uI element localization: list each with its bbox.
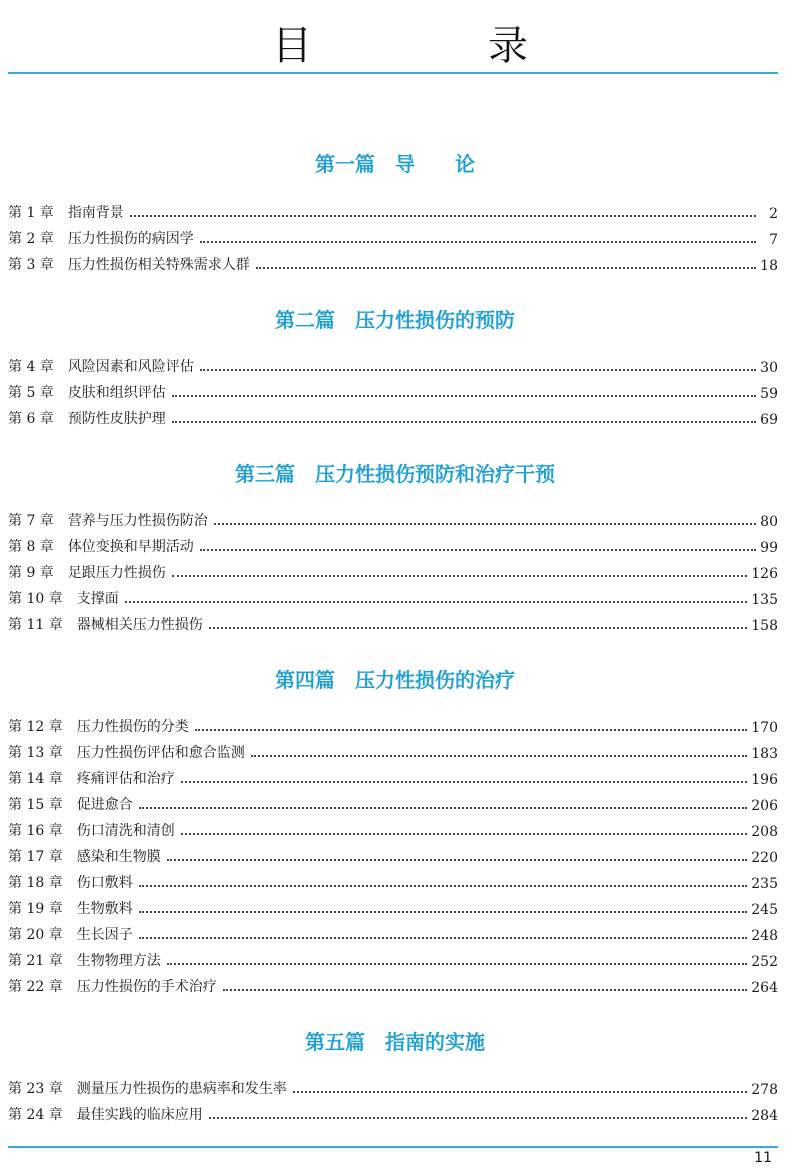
chapter-entry[interactable] xyxy=(8,558,778,582)
chapter-title: 疼痛评估和治疗 xyxy=(76,771,175,787)
dot-leader xyxy=(209,627,748,629)
dot-leader xyxy=(223,989,748,991)
dot-leader xyxy=(167,963,748,965)
chapter-number: 第 9 章 xyxy=(8,565,54,581)
dot-leader xyxy=(200,241,756,243)
chapter-title: 压力性损伤相关特殊需求人群 xyxy=(67,257,250,273)
chapter-number: 第 10 章 xyxy=(8,591,63,607)
chapter-title: 预防性皮肤护理 xyxy=(67,411,166,427)
chapter-number: 第 22 章 xyxy=(8,979,63,995)
chapter-entry[interactable] xyxy=(8,506,778,530)
dot-leader xyxy=(172,575,747,577)
chapter-title: 压力性损伤评估和愈合监测 xyxy=(76,745,245,761)
dot-leader xyxy=(200,549,756,551)
chapter-page-number: 18 xyxy=(760,258,778,274)
part-title: 第五篇 指南的实施 xyxy=(305,1030,485,1054)
chapter-title: 皮肤和组织评估 xyxy=(67,385,166,401)
chapter-title: 支撑面 xyxy=(76,591,119,607)
chapter-entry[interactable] xyxy=(8,738,778,762)
chapter-number: 第 2 章 xyxy=(8,231,54,247)
chapter-number: 第 15 章 xyxy=(8,797,63,813)
chapter-entry[interactable] xyxy=(8,1100,778,1124)
chapter-page-number: 69 xyxy=(760,412,778,428)
chapter-entry[interactable] xyxy=(8,894,778,918)
chapter-entry[interactable] xyxy=(8,1074,778,1098)
chapter-title: 生长因子 xyxy=(76,927,133,943)
chapter-number: 第 20 章 xyxy=(8,927,63,943)
chapter-entry[interactable] xyxy=(8,816,778,840)
chapter-page-number: 196 xyxy=(751,772,778,788)
chapter-entry[interactable] xyxy=(8,920,778,944)
chapter-number: 第 1 章 xyxy=(8,205,54,221)
chapter-page-number: 248 xyxy=(751,928,778,944)
dot-leader xyxy=(139,885,748,887)
chapter-entry[interactable] xyxy=(8,198,778,222)
chapter-number: 第 24 章 xyxy=(8,1107,63,1123)
chapter-page-number: 235 xyxy=(751,876,778,892)
page-number: 11 xyxy=(754,1150,772,1166)
chapter-page-number: 183 xyxy=(751,746,778,762)
chapter-number: 第 3 章 xyxy=(8,257,54,273)
chapter-title: 营养与压力性损伤防治 xyxy=(67,513,208,529)
chapter-number: 第 5 章 xyxy=(8,385,54,401)
chapter-page-number: 80 xyxy=(760,514,778,530)
dot-leader xyxy=(200,369,756,371)
page-title: 目 录 xyxy=(272,23,596,69)
chapter-page-number: 170 xyxy=(751,720,778,736)
chapter-number: 第 21 章 xyxy=(8,953,63,969)
part-title: 第二篇 压力性损伤的预防 xyxy=(275,308,515,332)
dot-leader xyxy=(172,395,756,397)
chapter-title: 感染和生物膜 xyxy=(76,849,161,865)
dot-leader xyxy=(293,1091,748,1093)
chapter-entry[interactable] xyxy=(8,868,778,892)
chapter-title: 促进愈合 xyxy=(76,797,133,813)
chapter-title: 伤口敷料 xyxy=(76,875,133,891)
chapter-page-number: 59 xyxy=(760,386,778,402)
chapter-number: 第 6 章 xyxy=(8,411,54,427)
chapter-entry[interactable] xyxy=(8,250,778,274)
dot-leader xyxy=(139,807,748,809)
chapter-title: 压力性损伤的手术治疗 xyxy=(76,979,217,995)
part-title: 第四篇 压力性损伤的治疗 xyxy=(275,668,515,692)
chapter-title: 生物物理方法 xyxy=(76,953,161,969)
chapter-number: 第 18 章 xyxy=(8,875,63,891)
dot-leader xyxy=(139,911,748,913)
chapter-title: 测量压力性损伤的患病率和发生率 xyxy=(76,1081,287,1097)
chapter-page-number: 245 xyxy=(751,902,778,918)
dot-leader xyxy=(195,729,748,731)
chapter-entry[interactable] xyxy=(8,352,778,376)
chapter-number: 第 12 章 xyxy=(8,719,63,735)
dot-leader xyxy=(251,755,748,757)
chapter-entry[interactable] xyxy=(8,972,778,996)
dot-leader xyxy=(130,215,756,217)
chapter-number: 第 16 章 xyxy=(8,823,63,839)
chapter-page-number: 135 xyxy=(751,592,778,608)
dot-leader xyxy=(167,859,748,861)
chapter-number: 第 14 章 xyxy=(8,771,63,787)
chapter-title: 压力性损伤的病因学 xyxy=(67,231,194,247)
chapter-entry[interactable] xyxy=(8,404,778,428)
chapter-entry[interactable] xyxy=(8,764,778,788)
dot-leader xyxy=(256,267,756,269)
chapter-page-number: 7 xyxy=(769,232,778,248)
dot-leader xyxy=(181,781,748,783)
chapter-entry[interactable] xyxy=(8,946,778,970)
part-title: 第三篇 压力性损伤预防和治疗干预 xyxy=(235,462,555,486)
dot-leader xyxy=(139,937,748,939)
header-divider xyxy=(8,72,778,74)
dot-leader xyxy=(172,421,756,423)
chapter-entry[interactable] xyxy=(8,532,778,556)
chapter-entry[interactable] xyxy=(8,842,778,866)
chapter-title: 最佳实践的临床应用 xyxy=(76,1107,203,1123)
chapter-number: 第 23 章 xyxy=(8,1081,63,1097)
chapter-title: 伤口清洗和清创 xyxy=(76,823,175,839)
dot-leader xyxy=(181,833,748,835)
chapter-page-number: 278 xyxy=(751,1082,778,1098)
chapter-entry[interactable] xyxy=(8,712,778,736)
chapter-number: 第 17 章 xyxy=(8,849,63,865)
chapter-number: 第 13 章 xyxy=(8,745,63,761)
chapter-number: 第 11 章 xyxy=(8,617,63,633)
chapter-title: 足跟压力性损伤 xyxy=(67,565,166,581)
chapter-title: 风险因素和风险评估 xyxy=(67,359,194,375)
chapter-page-number: 30 xyxy=(760,360,778,376)
dot-leader xyxy=(125,601,748,603)
chapter-title: 体位变换和早期活动 xyxy=(67,539,194,555)
chapter-entry[interactable] xyxy=(8,584,778,608)
dot-leader xyxy=(214,523,756,525)
part-title: 第一篇 导 论 xyxy=(315,152,475,176)
chapter-page-number: 220 xyxy=(751,850,778,866)
footer-divider xyxy=(8,1146,778,1148)
chapter-entry[interactable] xyxy=(8,224,778,248)
chapter-entry[interactable] xyxy=(8,610,778,634)
chapter-title: 压力性损伤的分类 xyxy=(76,719,189,735)
chapter-title: 生物敷料 xyxy=(76,901,133,917)
chapter-entry[interactable] xyxy=(8,790,778,814)
chapter-title: 指南背景 xyxy=(67,205,124,221)
chapter-page-number: 206 xyxy=(751,798,778,814)
chapter-page-number: 252 xyxy=(751,954,778,970)
chapter-title: 器械相关压力性损伤 xyxy=(76,617,203,633)
chapter-number: 第 7 章 xyxy=(8,513,54,529)
chapter-number: 第 19 章 xyxy=(8,901,63,917)
dot-leader xyxy=(209,1117,748,1119)
chapter-number: 第 4 章 xyxy=(8,359,54,375)
chapter-page-number: 158 xyxy=(751,618,778,634)
chapter-entry[interactable] xyxy=(8,378,778,402)
chapter-page-number: 126 xyxy=(751,566,778,582)
chapter-page-number: 264 xyxy=(751,980,778,996)
chapter-number: 第 8 章 xyxy=(8,539,54,555)
chapter-page-number: 2 xyxy=(769,206,778,222)
chapter-page-number: 99 xyxy=(760,540,778,556)
chapter-page-number: 284 xyxy=(751,1108,778,1124)
chapter-page-number: 208 xyxy=(751,824,778,840)
